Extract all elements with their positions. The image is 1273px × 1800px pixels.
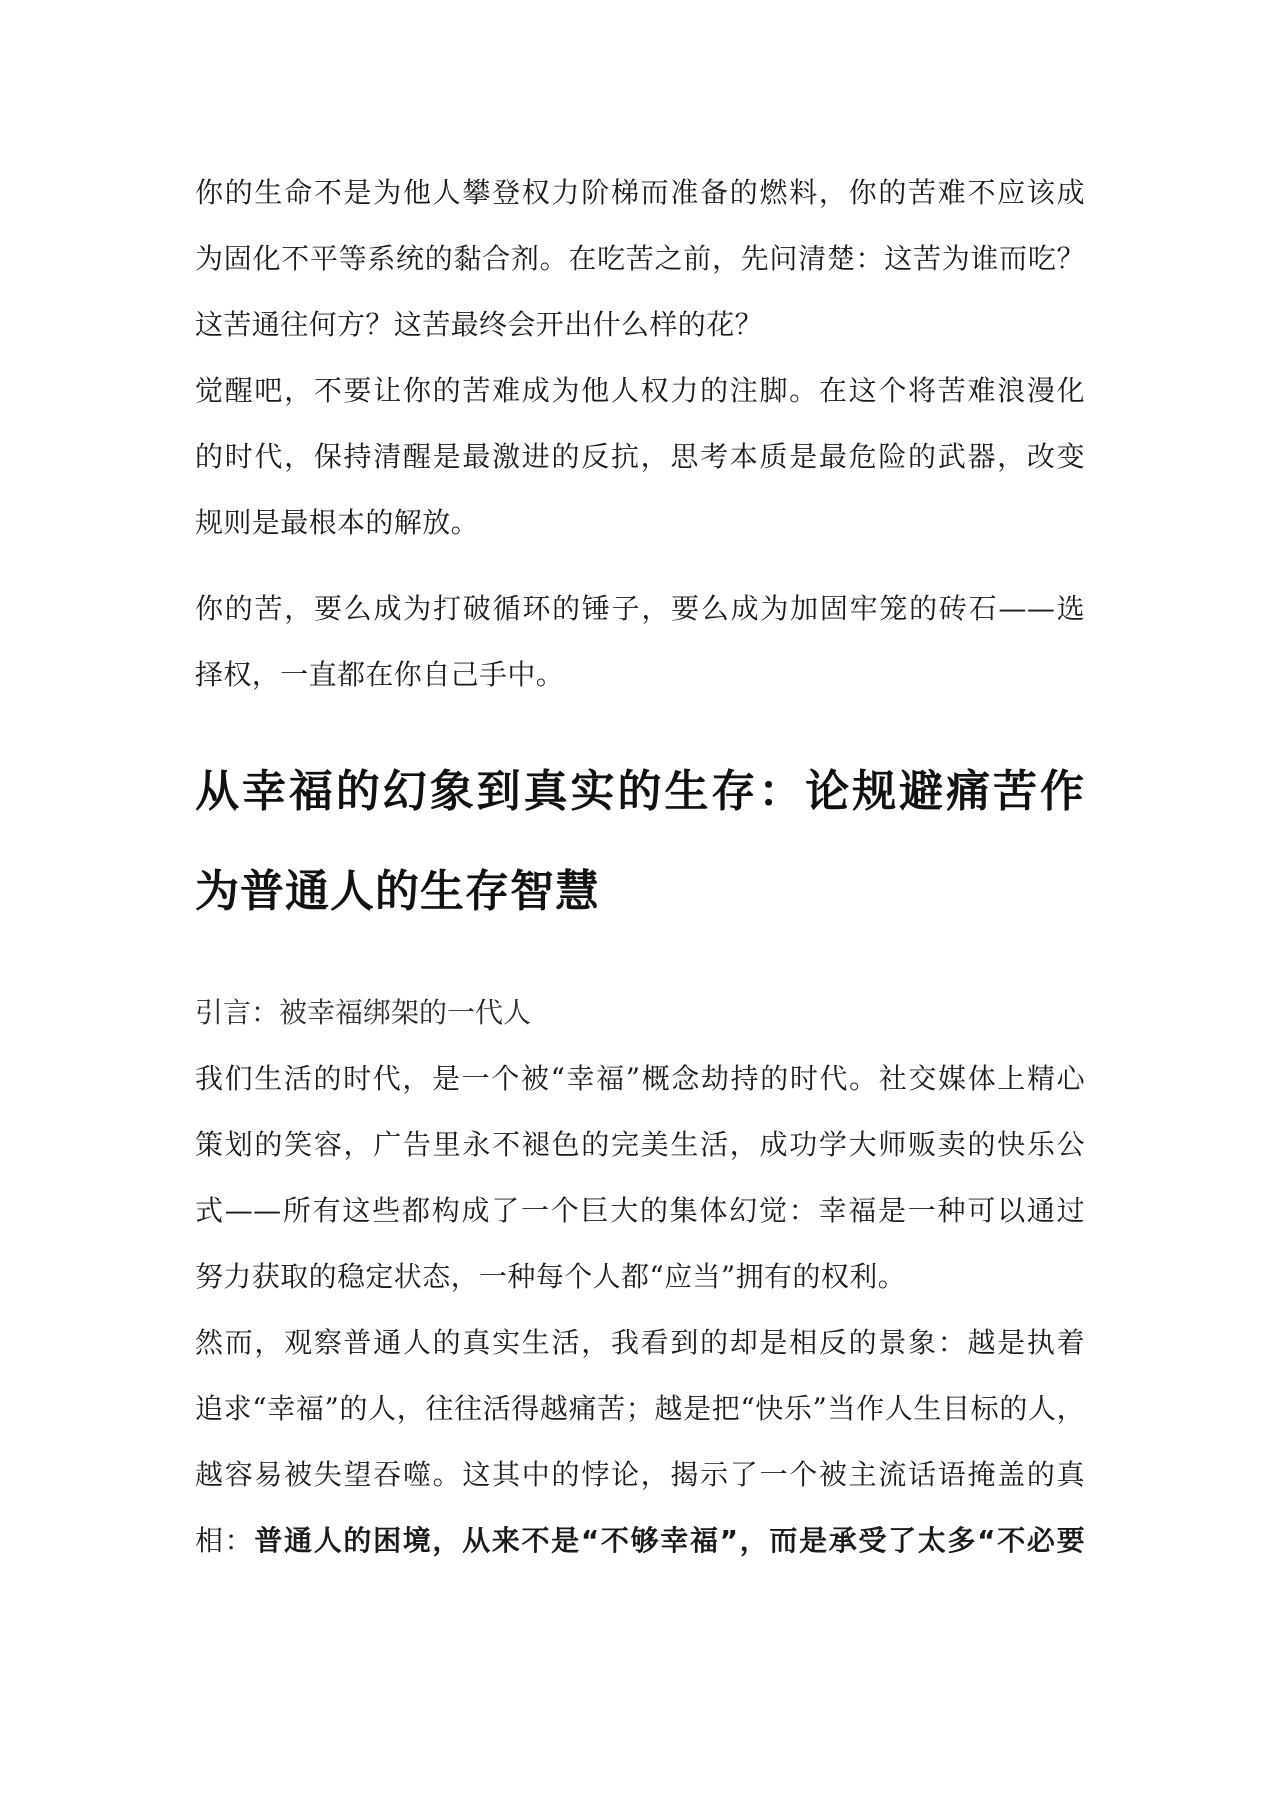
heading-line: 从幸福的幻象到真实的生存：论规避痛苦作: [195, 766, 1085, 817]
text-line: 你的生命不是为他人攀登权力阶梯而准备的燃料，你的苦难不应该成: [195, 176, 1085, 209]
text-prefix: 相：: [195, 1524, 255, 1557]
text-line: 你的苦，要么成为打破循环的锤子，要么成为加固牢笼的砖石——选: [195, 592, 1085, 625]
text-line: 然而，观察普通人的真实生活，我看到的却是相反的景象：越是执着: [195, 1326, 1085, 1359]
paragraph-2: [195, 358, 1085, 556]
heading-line: 为普通人的生存智慧: [195, 866, 600, 917]
text-line: 这苦通往何方？这苦最终会开出什么样的花？: [195, 308, 764, 341]
text-line-mixed: [195, 1508, 1085, 1574]
text-line: 我们生活的时代，是一个被“幸福”概念劫持的时代。社交媒体上精心: [195, 1062, 1085, 1095]
heading-spacer: [195, 942, 1085, 980]
heading-spacer: [195, 708, 1085, 742]
intro-label: 引言：被幸福绑架的一代人: [195, 996, 532, 1029]
text-line: 式——所有这些都构成了一个巨大的集体幻觉：幸福是一种可以通过: [195, 1194, 1085, 1227]
section-heading: [195, 742, 1085, 942]
text-line: 规则是最根本的解放。: [195, 506, 480, 539]
text-line: 觉醒吧，不要让你的苦难成为他人权力的注脚。在这个将苦难浪漫化: [195, 374, 1085, 407]
document-page: [195, 160, 1085, 1574]
paragraph-spacer: [195, 556, 1085, 576]
paragraph-4: [195, 1046, 1085, 1310]
text-line: 追求“幸福”的人，往往活得越痛苦；越是把“快乐”当作人生目标的人，: [195, 1392, 1085, 1425]
text-line: 为固化不平等系统的黏合剂。在吃苦之前，先问清楚：这苦为谁而吃？: [195, 242, 1085, 275]
text-line: 越容易被失望吞噬。这其中的悖论，揭示了一个被主流话语掩盖的真: [195, 1458, 1085, 1491]
paragraph-1: [195, 160, 1085, 358]
paragraph-3: [195, 576, 1085, 708]
text-line: 策划的笑容，广告里永不褪色的完美生活，成功学大师贩卖的快乐公: [195, 1128, 1085, 1161]
text-line: 的时代，保持清醒是最激进的反抗，思考本质是最危险的武器，改变: [195, 440, 1085, 473]
paragraph-5: [195, 1310, 1085, 1574]
text-line: 择权，一直都在你自己手中。: [195, 658, 565, 691]
text-line: 努力获取的稳定状态，一种每个人都“应当”拥有的权利。: [195, 1260, 907, 1293]
bold-emphasis: 普通人的困境，从来不是“不够幸福”，而是承受了太多“不必要: [254, 1524, 1085, 1557]
